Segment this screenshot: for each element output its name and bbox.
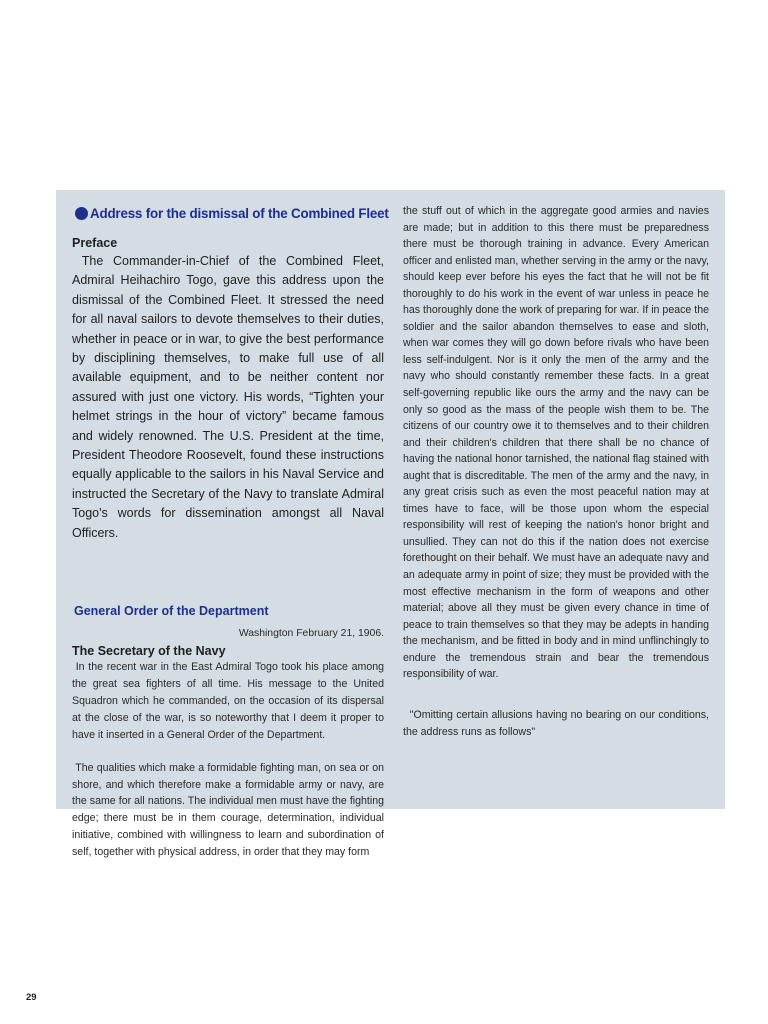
date-line: Washington February 21, 1906. — [238, 628, 384, 640]
preface-text: The Commander-in-Chief of the Combined Fleet, Admiral Heihachiro Togo, gave this address upon the dismissal of the Combined Fleet. It stressed the need for all naval sailors to devote themselves to their duties, whether in peace or in war, to give the best performance by disciplining themselves, to make full use of all available equipment, and to be neither content nor assured with just one victory. His words, “Tighten your helmet strings in the hour of victory” became famous and widely renowned. The U.S. President at the time, President Theodore Roosevelt, found these instructions equally applicable to the sailors in his Naval Service and instructed the Secretary of the Navy to translate Admiral Togo's words for dissemination amongst all Naval Officers. — [72, 254, 384, 540]
preface-heading: Preface — [72, 236, 118, 250]
bullet-icon — [75, 207, 88, 220]
address-intro-quote: "Omitting certain allusions having no bearing on our conditions, the address runs as follows" — [403, 708, 709, 738]
article-title-text: Address for the dismissal of the Combined Fleet — [90, 206, 389, 221]
article-title — [72, 203, 389, 225]
left-column — [72, 203, 389, 861]
right-column — [403, 203, 709, 751]
paragraph-spacer — [72, 744, 384, 760]
page-number: 29 — [26, 992, 37, 1003]
order-paragraph-continued: the stuff out of which in the aggregate good armies and navies are made; but in addition to this there must be preparedness there must be thorough training in advance. Every American officer and enlisted man, whether serving in the army or the navy, should keep ever before his eyes the fact that he will not be fit thoroughly to do his work in the event of war unless in peace he has thoroughly done the work of preparing for war. If in peace the soldier and the sailor abandon themselves to ease and sloth, when war comes they will go down before rivals who have been less self-indulgent. Nor is it only the men of the army and the navy who should constantly remember these facts. In a great self-governing republic like ours the army and the navy can be only so good as the mass of the people wish them to be. The citizens of our country owe it to themselves and to their children and their children's children that there shall be no chance of having the national honor tarnished, the national flag stained with aught that is discreditable. The men of the army and the navy, in any great crisis such as even the most peaceful nation may at times have to face, will be those upon whom the especial responsibility will rest of keeping the nation's honor bright and unsullied. They can not do this if the nation does not exercise forethought on their behalf. We must have an adequate navy and an adequate army in point of size; they must be provided with the most effective mechanism in the form of weapons and other material; above all they must be given every chance in time of peace to train themselves so that they may be adepts in handing the mechanism, and be fitted in body and in mind unflinchingly to endure the tremendous strain and bear the tremendous responsibility of war. — [403, 205, 709, 681]
secretary-heading: The Secretary of the Navy — [72, 644, 226, 659]
order-paragraph-2: The qualities which make a formidable fighting man, on sea or on shore, and which therefore make a formidable army or navy, are the same for all nations. The individual men must have the fighting edge; there must be in them courage, determination, individual initiative, combined with willingness to learn and subordination of self, together with physical address, in order that they may form — [72, 761, 384, 859]
order-paragraph-1: In the recent war in the East Admiral Togo took his place among the great sea fighters of all time. His message to the United Squadron which he commanded, on the occasion of its dispersal at the close of the war, is so noteworthy that I deem it proper to have it inserted in a General Order of the Department. — [72, 661, 385, 741]
general-order-heading: General Order of the Department — [74, 604, 269, 619]
